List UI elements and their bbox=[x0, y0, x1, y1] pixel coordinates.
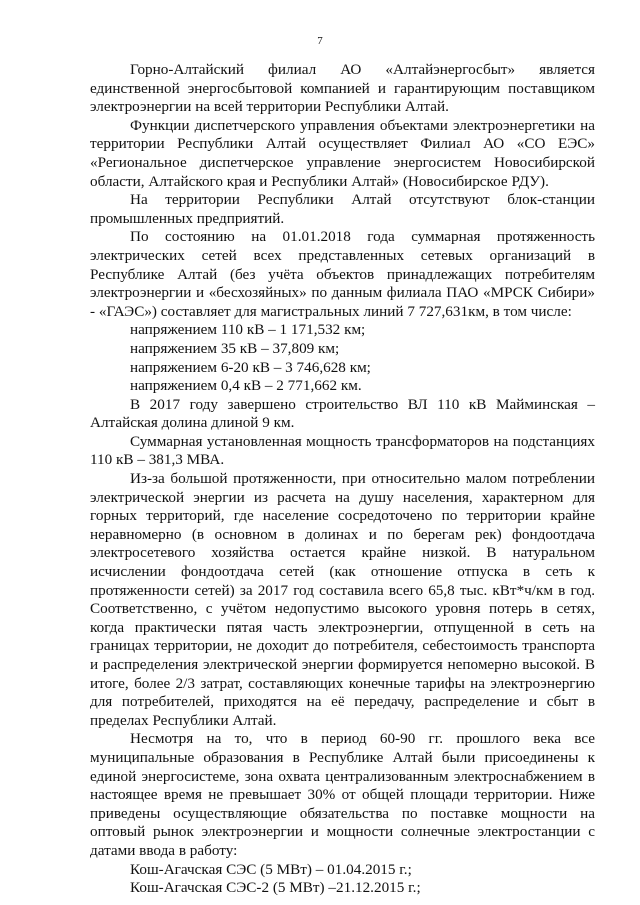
paragraph-transformers: Суммарная установленная мощность трансформаторов на подстанциях 110 кВ – 381,3 МВА. bbox=[90, 432, 595, 469]
paragraph-block-stations: На территории Республики Алтай отсутствуют блок-станции промышленных предприятий. bbox=[90, 191, 595, 227]
list-item-ses-2: Кош-Агачская СЭС-2 (5 МВт) –21.12.2015 г.; bbox=[130, 879, 421, 897]
paragraph-dispatch: Функции диспетчерского управления объектами электроэнергетики на территории Республики Алтай осуществляет Филиал АО «СО ЕЭС» «Региональное диспетчерское управление энергосистем Новосибирской области, Алтайского края и Республики Алтай» (Новосибирское РДУ). bbox=[90, 116, 595, 190]
list-item-0-4kv: напряжением 0,4 кВ – 2 771,662 км. bbox=[130, 377, 362, 395]
list-item-35kv: напряжением 35 кВ – 37,809 км; bbox=[130, 339, 340, 357]
paragraph-network-length: По состоянию на 01.01.2018 года суммарная протяженность электрических сетей всех представленных сетевых организаций в Республике Алтай (без учёта объектов принадлежащих потребителям электроэнергии и «бесхозяйных» по данным филиала ПАО «МРСК Сибири» - «ГАЭС») составляет для магистральных линий 7 727,631км, в том числе: bbox=[90, 228, 595, 320]
list-item-110kv: напряжением 110 кВ – 1 171,532 км; bbox=[130, 321, 366, 339]
body-text bbox=[90, 61, 595, 898]
paragraph-efficiency: Из-за большой протяженности, при относительно малом потреблении электрической энергии из расчета на душу населения, характерном для горных территорий, где население сосредоточено по территории крайне неравномерно (в основном в долинах и по берегам рек) фондоотдача электросетевого хозяйства остается крайне низкой. В натуральном исчислении фондоотдача сетей (как отношение отпуска в сеть к протяженности сетей) за 2017 год составила всего 65,8 тыс. кВт*ч/км в год. Соответственно, с учётом недопустимо высокого уровня потерь в сетях, когда практически пятая часть электроэнергии, отпущенной в сеть на границах территории, не доходит до потребителя, себестоимость транспорта и распределения электрической энергии формируется непомерно высокой. В итоге, более 2/3 затрат, составляющих конечные тарифы на электроэнергию для потребителей, приходятся на её передачу, распределение и сбыт в пределах Республики Алтай. bbox=[90, 470, 595, 729]
paragraph-sbyt: Горно-Алтайский филиал АО «Алтайэнергосбыт» является единственной энергосбытовой компанией и гарантирующим поставщиком электроэнергии на всей территории Республики Алтай. bbox=[90, 61, 595, 116]
list-item-ses-1: Кош-Агачская СЭС (5 МВт) – 01.04.2015 г.; bbox=[130, 860, 412, 878]
list-item-6-20kv: напряжением 6-20 кВ – 3 746,628 км; bbox=[130, 358, 371, 376]
page-number: 7 bbox=[317, 35, 323, 47]
paragraph-construction: В 2017 году завершено строительство ВЛ 110 кВ Майминская – Алтайская долина длиной 9 км. bbox=[90, 395, 595, 432]
paragraph-coverage: Несмотря на то, что в период 60-90 гг. прошлого века все муниципальные образования в Республике Алтай были присоединены к единой энергосистеме, зона охвата централизованным электроснабжением в настоящее время не превышает 30% от общей площади территории. Ниже приведены осуществляющие обязательства по поставке мощности на оптовый рынок электроэнергии и мощности солнечные электростанции с датами ввода в работу: bbox=[90, 730, 595, 859]
